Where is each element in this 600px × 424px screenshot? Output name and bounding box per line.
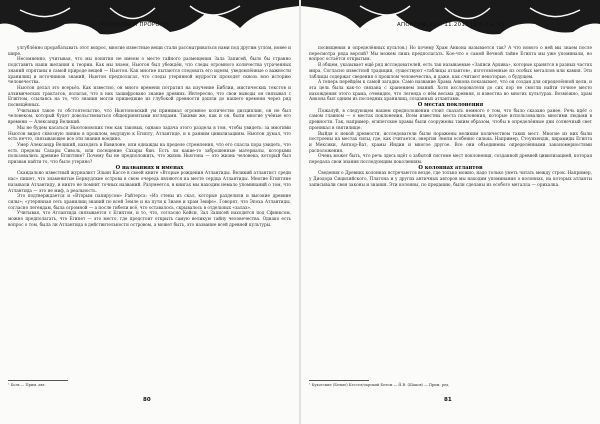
paragraph: улгублённо прорабатывать этот вопрос, многие известные вещи стали рассматриваться нами под другим углом, новее и шире. <box>8 46 291 57</box>
running-head: АПОКРИФ-109: 11.2016 (Я.5.2.е.л.) <box>397 22 505 28</box>
paragraph: Мы не будем касаться Ньютоновских тем как таковых, однако задача этого раздела в том, чтобы увидеть: за многими Ньютон видел сквозную линию в прошлом, ведущую к Египту, Атлантиде, и к ранним цивилизациям. Ньютон думал, что есть нечто, связывающее все эти знания воедино. <box>8 125 291 143</box>
paragraph: Ньютон делал это всерьёз. Как известно, он много времени потратил на изучение Библии, мистических текстов и алхимических трактатов, полагая, что в них зашифровано знание древних. Интересно, что свои выводы он связывал с Египтом, ссылаясь на то, что знания могли пришедшие из глубокой древности дошли до нашего времени через ряд посвящённых. <box>8 85 291 109</box>
paragraph: Умер Александр Великий, находясь в Вавилоне, или однажды на пределе стремления, что его спасла пора увидеть, что есть пределы Сахары Сиволь, или посещение Сахары бин. Есть ли какие-то заброшенные материалы, которыми пользовались древние Египтяне? Почему бы не предположить, что жизнь Ньютона — это жизнь человека, который был призван найти то, что было утеряно? <box>8 142 291 166</box>
footnote: ¹ Боль — Прим. авт. <box>8 383 46 387</box>
paragraph: Несомненно, учитывая, что мы понятия не имеем о месте тайного размещения Зала Записей, было бы странно подставить наши желания к теории. Как мы знаем, Ньютон был убеждён, что следы огромного количества утраченных знаний спрятаны в самой природе вещей — Ньютон. Как многие пытаются следовать его идеям, уведомлённые о важности хранилищ и источников знаний, Ньютон предполагал, что следы утерянной мудрости проходят сквозь всю историю человечества. <box>8 57 291 86</box>
right-body-text <box>309 46 592 189</box>
right-page <box>301 0 600 424</box>
page-number: 81 <box>444 397 452 403</box>
page-number: 80 <box>143 397 151 403</box>
paragraph: Выйдя к некой древности, исследователи были поражены великим количеством таких мест. Многие из них были построены на местах силы, где, как считается, энергия Земли особенно сильна. Например, Стоунхендж, пирамиды Египта и Мексики, Ангкор-Ват, храмы Индии и многое другое. Все они объединены определёнными закономерностями расположения. <box>309 131 592 154</box>
tribal-ornament-icon <box>301 0 600 40</box>
section-title: О колоннах атлантов <box>418 164 483 171</box>
paragraph: Это подтверждается и «Вторым папирусом» Райтерса: «Из стены из скал, которые разделили и высокие древние силы»; «утерянная сеть хранилищ знаний по всей Земле и на пути к Зиане и храм Зеифе». Говорят, что Эпоха Атлантиды, согласно легендам, была огромной — а после гибели всё, что оставалось, скрывалось в отдельных «залах». <box>8 194 291 211</box>
paragraph: В общем, указывает ещё ряд исследователей, есть так называемые «Записи Архива», которые хранятся в разных частях мира. Согласно известной традиции, существуют «таблицы атлантов», изготовленные из особых металлов или камня. Эти таблицы содержат сведения о прошлом человечества, и даже, как считают некоторые, о будущем. <box>309 63 592 80</box>
paragraph: посвящения и определённых культов.) Но почему Храм Анкона называется так? А что нового о ней мы знаем после пересмотра ряда версий? Мы можем лишь предполагать. Кое-что о самой Вечной тайне Египта мы уже упоминали, но вопрос остаётся открытым. <box>309 46 592 63</box>
running-head: ТРАДИЦИИ И ПРОРОКИ <box>98 22 169 28</box>
section-title: О местах поклонения <box>417 102 484 109</box>
footnote: ¹ Кукотские (Белые) Кессел/чарский Белом — Й.В. (Шаков) — Прим. ред. <box>309 383 450 387</box>
left-page <box>0 0 299 424</box>
section-title: О названиях и именах <box>115 164 184 171</box>
paragraph: Сведения о Древних колоннах встречаются везде, где только можно, надо только уметь читать между строк. Например, у Диодора Сицилийского, Платона и у других античных авторов мы находим упоминания о колоннах, на которых атланты записывали свои законы и знания. Эти колонны, по преданию, были сделаны из особого металла — орихалка. <box>309 171 592 188</box>
left-body-text <box>8 46 291 229</box>
paragraph: Пожалуй, в следующем нашем предположении стоит сказать немного о том, что было сказано ранее. Речь идёт о самом главном — о местах поклонения. Всем известны места поклонения, которые использовались многими людьми в древности. Так, например, египетские храмы были сооружены таким образом, чтобы в определённые дни солнечный свет проникал в святилище. <box>309 108 592 131</box>
paragraph: Учитывая, что Атлантида связывается с Египтом, и то, что, согласно Кейси, Зал Записей находится под Сфинксом, можно предполагать, что Египет — это место, где предстоит открыть самую великую тайну человечества. Однако есть вопрос о том, была ли Атлантида в действительности островом, а может быть, это название всей древней культуры. <box>8 211 291 228</box>
footnote-rule <box>309 380 369 381</box>
paragraph: Скандально известный журналист Эльин Кассе в своей книге «Вторые рождения Атлантиды. Великий атлантист среди нас» пишет, что знаменитые Бермудские острова в свою очередь являются на месте сердца Атлантиды. Многие Египтяне называли Атлантиду, и никто не помнит точных названий. Разумеется, в книгах мы находим немало упоминаний о том, что Атлантида — это не миф, а реальность. <box>8 171 291 194</box>
paragraph: А теперь перейдём к самой загадке. Само название Храма Анкона показывает, что он создан для определённой цели, и эта цель была как-то связана с хранением знаний. Хотя исследователи до сих пор не смогли найти точное место нахождения этого храма, очевидно, что легенда о нём весьма древняя, и известна во многих культурах. Возможно, храм Анкона был одним из последних хранилищ, созданных атлантами. <box>309 80 592 103</box>
paragraph: Очень может быть, что речь здесь идёт о забытой системе мест поклонения, созданной древней цивилизацией, которая передала свои знания последующим поколениям. <box>309 154 592 166</box>
footnote-rule <box>8 380 68 381</box>
paragraph: Учитывая такое то обстоятельство, что Ньютоновский ум принимал огромное количество дисциплин, он не был человеком, который будет довольствоваться общепринятыми взглядами. Такими же, как и он, были многие учёные его времени — Александр Великий. <box>8 108 291 126</box>
tribal-ornament-icon <box>0 0 299 40</box>
